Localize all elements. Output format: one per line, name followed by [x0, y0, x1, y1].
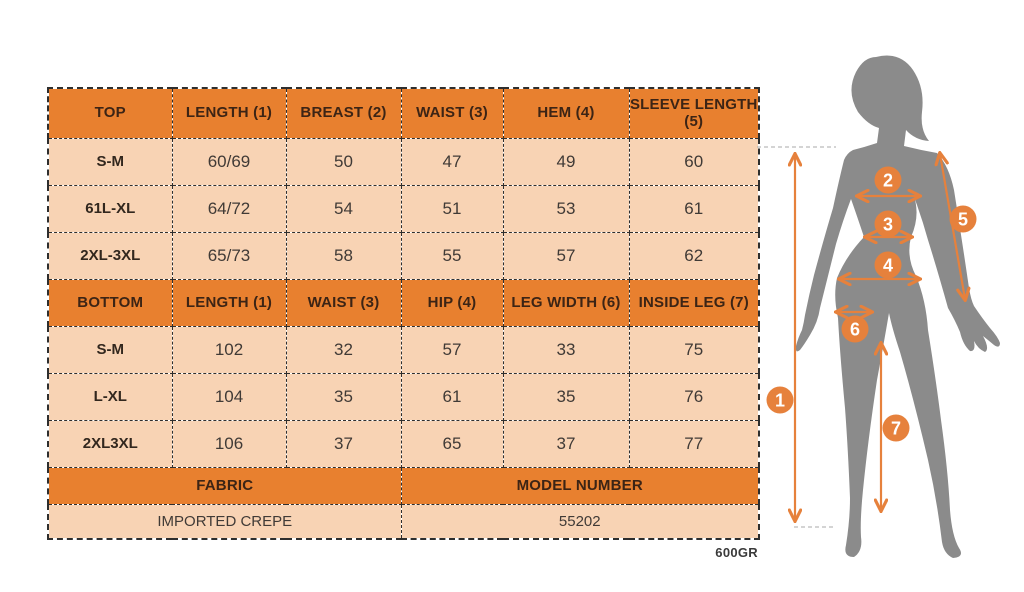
column-header-length: LENGTH (1) — [172, 88, 286, 138]
marker-6 — [842, 316, 869, 343]
value-cell: 77 — [629, 420, 759, 467]
table-row — [48, 138, 759, 185]
measurement-figure — [750, 28, 1024, 592]
value-cell: 57 — [503, 232, 629, 279]
size-label: S-M — [48, 138, 172, 185]
value-cell: 65 — [401, 420, 503, 467]
marker-3 — [875, 211, 902, 238]
footer-value-row — [48, 504, 759, 539]
column-header-waist: WAIST (3) — [286, 279, 401, 326]
value-cell: 51 — [401, 185, 503, 232]
model-number-value: 55202 — [401, 504, 759, 539]
marker-5-label: 5 — [957, 209, 969, 230]
marker-4 — [875, 252, 902, 279]
value-cell: 37 — [503, 420, 629, 467]
value-cell: 37 — [286, 420, 401, 467]
value-cell: 33 — [503, 326, 629, 373]
size-label: 61L-XL — [48, 185, 172, 232]
value-cell: 102 — [172, 326, 286, 373]
marker-4-label: 4 — [882, 255, 894, 276]
value-cell: 104 — [172, 373, 286, 420]
marker-2-label: 2 — [882, 170, 894, 191]
size-chart-table — [47, 87, 760, 540]
bottom-section-header-row — [48, 279, 759, 326]
value-cell: 64/72 — [172, 185, 286, 232]
value-cell: 76 — [629, 373, 759, 420]
column-header-hip: HIP (4) — [401, 279, 503, 326]
top-section-header-row — [48, 88, 759, 138]
marker-2 — [875, 167, 902, 194]
column-header-top: TOP — [48, 88, 172, 138]
value-cell: 53 — [503, 185, 629, 232]
marker-7-label: 7 — [890, 418, 902, 439]
value-cell: 49 — [503, 138, 629, 185]
female-silhouette — [796, 56, 1000, 558]
marker-3-label: 3 — [882, 214, 894, 235]
size-label: 2XL3XL — [48, 420, 172, 467]
marker-6-label: 6 — [849, 319, 861, 340]
value-cell: 60 — [629, 138, 759, 185]
column-header-bottom: BOTTOM — [48, 279, 172, 326]
value-cell: 35 — [286, 373, 401, 420]
table-row — [48, 373, 759, 420]
fabric-header: FABRIC — [48, 467, 401, 504]
column-header-waist: WAIST (3) — [401, 88, 503, 138]
table-row — [48, 420, 759, 467]
value-cell: 60/69 — [172, 138, 286, 185]
column-header-leg-width: LEG WIDTH (6) — [503, 279, 629, 326]
value-cell: 55 — [401, 232, 503, 279]
value-cell: 58 — [286, 232, 401, 279]
value-cell: 32 — [286, 326, 401, 373]
value-cell: 65/73 — [172, 232, 286, 279]
value-cell: 62 — [629, 232, 759, 279]
table-row — [48, 232, 759, 279]
column-header-length: LENGTH (1) — [172, 279, 286, 326]
marker-1-label: 1 — [774, 390, 786, 411]
weight-note: 600GR — [715, 545, 758, 560]
marker-5 — [950, 206, 977, 233]
marker-1 — [767, 387, 794, 414]
size-label: L-XL — [48, 373, 172, 420]
column-header-breast: BREAST (2) — [286, 88, 401, 138]
value-cell: 106 — [172, 420, 286, 467]
value-cell: 54 — [286, 185, 401, 232]
value-cell: 75 — [629, 326, 759, 373]
table-row — [48, 185, 759, 232]
marker-7 — [883, 415, 910, 442]
value-cell: 61 — [629, 185, 759, 232]
value-cell: 47 — [401, 138, 503, 185]
column-header-hem: HEM (4) — [503, 88, 629, 138]
value-cell: 50 — [286, 138, 401, 185]
value-cell: 61 — [401, 373, 503, 420]
value-cell: 57 — [401, 326, 503, 373]
fabric-value: IMPORTED CREPE — [48, 504, 401, 539]
model-number-header: MODEL NUMBER — [401, 467, 759, 504]
column-header-inside-leg: INSIDE LEG (7) — [629, 279, 759, 326]
table-row — [48, 326, 759, 373]
value-cell: 35 — [503, 373, 629, 420]
column-header-sleeve-length: SLEEVE LENGTH (5) — [629, 88, 759, 138]
size-label: S-M — [48, 326, 172, 373]
footer-header-row — [48, 467, 759, 504]
size-label: 2XL-3XL — [48, 232, 172, 279]
